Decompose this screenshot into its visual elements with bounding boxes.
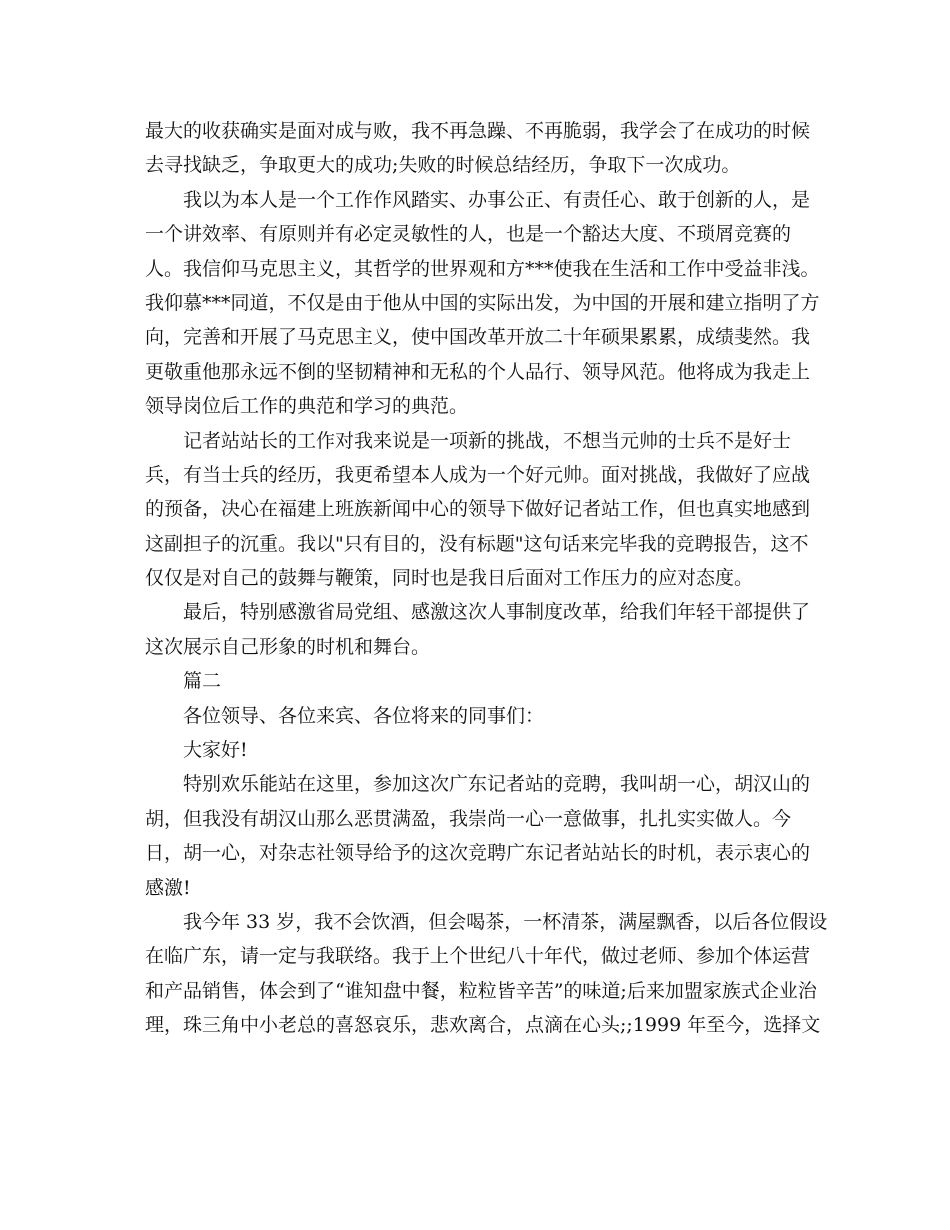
text-line: 人。我信仰马克思主义，其哲学的世界观和方***使我在生活和工作中受益非浅。 [145, 257, 820, 280]
text-line: 我以为本人是一个工作作风踏实、办事公正、有责任心、敢于创新的人，是 [183, 188, 811, 211]
text-line: 大家好! [183, 739, 248, 762]
text-line: 记者站站长的工作对我来说是一项新的挑战，不想当元帅的士兵不是好士 [183, 429, 792, 452]
text-line: 兵，有当士兵的经历，我更希望本人成为一个好元帅。面对挑战，我做好了应战 [145, 463, 811, 486]
text-line: 的预备，决心在福建上班族新闻中心的领导下做好记者站工作，但也真实地感到 [145, 498, 811, 521]
text-line: 最后，特别感激省局党组、感激这次人事制度改革，给我们年轻干部提供了 [183, 601, 811, 624]
text-line: 胡，但我没有胡汉山那么恶贯满盈，我崇尚一心一意做事，扎扎实实做人。今 [145, 807, 792, 830]
text-line: 向，完善和开展了马克思主义，使中国改革开放二十年硕果累累，成绩斐然。我 [145, 326, 811, 349]
text-line: 理，珠三角中小老总的喜怒哀乐，悲欢离合，点滴在心头;;1999 年至今，选择文 [145, 1014, 821, 1037]
text-line: 一个讲效率、有原则并有必定灵敏性的人，也是一个豁达大度、不琐屑竞赛的 [145, 223, 792, 246]
text-line: 特别欢乐能站在这里，参加这次广东记者站的竞聘，我叫胡一心，胡汉山的 [183, 773, 811, 796]
text-line: 和产品销售，体会到了“谁知盘中餐，粒粒皆辛苦”的味道;后来加盟家族式企业治 [145, 979, 817, 1002]
text-line: 在临广东，请一定与我联络。我于上个世纪八十年代，做过老师、参加个体运营 [145, 945, 811, 968]
text-line: 最大的收获确实是面对成与败，我不再急躁、不再脆弱，我学会了在成功的时候 [145, 120, 811, 142]
text-line: 去寻找缺乏，争取更大的成功;失败的时候总结经历，争取下一次成功。 [145, 154, 741, 177]
text-line: 更敬重他那永远不倒的坚韧精神和无私的个人品行、领导风范。他将成为我走上 [145, 360, 811, 383]
text-line: 感激! [145, 876, 191, 899]
text-line: 仅仅是对自己的鼓舞与鞭策，同时也是我日后面对工作压力的应对态度。 [145, 567, 754, 590]
text-line: 领导岗位后工作的典范和学习的典范。 [145, 395, 469, 418]
text-line: 我今年 33 岁，我不会饮酒，但会喝茶，一杯清茶，满屋飘香，以后各位假设 [183, 910, 828, 933]
text-line: 这次展示自己形象的时机和舞台。 [145, 635, 431, 658]
text-line: 这副担子的沉重。我以"只有目的，没有标题"这句话来完毕我的竞聘报告，这不 [145, 532, 809, 555]
text-line: 各位领导、各位来宾、各位将来的同事们： [183, 704, 545, 727]
text-line: 我仰慕***同道，不仅是由于他从中国的实际出发，为中国的开展和建立指明了方 [145, 291, 820, 314]
document-body [145, 114, 828, 1043]
text-line: 篇二 [183, 670, 222, 693]
text-line: 日，胡一心，对杂志社领导给予的这次竞聘广东记者站站长的时机，表示衷心的 [145, 842, 811, 865]
